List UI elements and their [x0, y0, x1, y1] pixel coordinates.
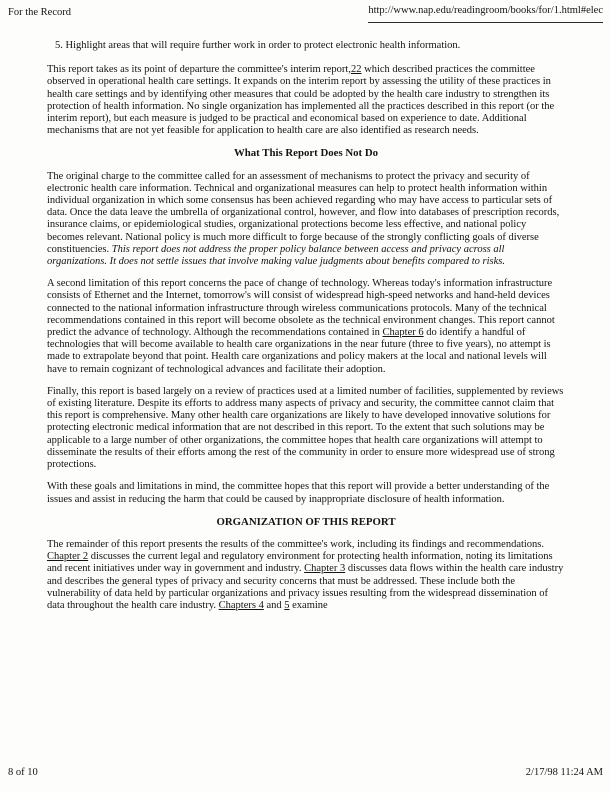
- link-chapter-5[interactable]: 5: [284, 599, 290, 611]
- paragraph-2: [47, 171, 565, 269]
- paragraph-6-text-mid3: and: [263, 599, 285, 611]
- paragraph-3-text: A second limitation of this report concerns the pace of change of technology. Whereas today's information infrastructure consists of Ethernet and the Internet, tomorrow's will consist of widespread high-speed networks and hand-held devices connected to the national information infrastructure through wireless communications protocols. Many of the technical recommendations contained in this report will become obsolete as the technical environment changes. This report cannot predict the advance of technology. Although the recommendations contained in: [47, 278, 555, 339]
- paragraph-5: [47, 481, 565, 505]
- running-title: For the Record: [8, 7, 71, 18]
- paragraph-3: [47, 278, 565, 376]
- paragraph-6-text-mid1: discusses the current legal and regulatory environment for protecting health information, noting its limitations and recent initiatives under way in government and industry.: [47, 551, 553, 575]
- link-chapter-3[interactable]: Chapter 3: [304, 563, 346, 575]
- paragraph-6-text: The remainder of this report presents the results of the committee's work, including its findings and recommendations.: [47, 538, 545, 550]
- list-item-5: [55, 40, 565, 52]
- document-body: [47, 40, 565, 622]
- heading-what-this-report-does-not-do: What This Report Does Not Do: [233, 147, 379, 160]
- paragraph-4-text: Finally, this report is based largely on a review of practices used at a limited number of facilities, supplemented by reviews of existing literature. Despite its efforts to address many aspects of privacy and security, the committee cannot claim that this report is comprehensive. Many other health care organizations are likely to have developed innovative solutions for protecting electronic medical information that are not described in this report. To the extent that such solutions may be applicable to a large number of other organizations, the committee hopes that health care organizations will attempt to disseminate the results of their efforts among the rest of the community in order to ensure more widespread use of strong protections.: [47, 385, 564, 471]
- heading-organization-of-this-report: ORGANIZATION OF THIS REPORT: [216, 515, 396, 528]
- paragraph-1-text: This report takes as its point of departure the committee's interim report,: [47, 64, 351, 76]
- paragraph-6-text-end: examine: [289, 599, 328, 611]
- paragraph-1-text-cont: which described practices the committee observed in operational health care settings. It expands on the interim report by assessing the utility of these practices in health care settings and by identifying other measures that could be adopted by the health care industry to strengthen its protection of health information. No single organization has implemented all the practices described in this report (or the interim report), but each measure is judged to be practical and economical based on experience to date. Additional mechanisms that are not yet feasible for application to health care are also identified as research needs.: [47, 64, 555, 137]
- paragraph-5-text: With these goals and limitations in mind, the committee hopes that this report will provide a better understanding of the issues and assist in reducing the harm that could be caused by inappropriate disclosure of health information.: [47, 481, 550, 505]
- footnote-link-22[interactable]: 22: [350, 64, 362, 76]
- print-timestamp: 2/17/98 11:24 AM: [525, 767, 603, 778]
- print-footer: [8, 767, 603, 778]
- paragraph-3-text-cont: do identify a handful of technologies that will become available to health care organizations in the near future (three to five years), no attempt is made to extrapolate beyond that point. Health care organizations and policy makers at the local and national levels will have to remain cognizant of technological advances and facilitate their adoption.: [47, 327, 551, 375]
- page-number: 8 of 10: [8, 767, 38, 778]
- paragraph-1: [47, 64, 565, 137]
- paragraph-2-text: The original charge to the committee called for an assessment of mechanisms to protect the privacy and security of electronic health care information. Technical and organizational measures can help to protect health information within individual organization in which some consensus has been achieved regarding who may have access to particular sets of data. Once the data leave the umbrella of organizational control, however, and flow into databases of prescription records, insurance claims, or epidemiological studies, organizational protections become less effective, and national policy becomes relevant. National policy is much more difficult to forge because of the strongly conflicting goals of diverse constituencies.: [47, 170, 560, 255]
- source-url: http://www.nap.edu/readingroom/books/for/1.html#elec: [368, 5, 603, 23]
- link-chapter-2[interactable]: Chapter 2: [47, 551, 89, 563]
- link-chapters-4[interactable]: Chapters 4: [218, 599, 264, 611]
- link-chapter-6[interactable]: Chapter 6: [382, 327, 424, 339]
- paragraph-6-text-mid2: discusses data flows within the health care industry and describes the general types of privacy and security concerns that must be addressed. These include both the vulnerability of data held by particular organizations and privacy issues resulting from the widespread dissemination of data throughout the health care industry.: [47, 563, 564, 611]
- paragraph-6: [47, 539, 565, 612]
- paragraph-2-italic-text: This report does not address the proper policy balance between access and privacy across all organizations. It does not settle issues that involve making value judgments about benefits compared to risks.: [47, 243, 505, 268]
- print-header: [8, 5, 603, 23]
- paragraph-4: [47, 386, 565, 471]
- list-item-5-text: 5. Highlight areas that will require further work in order to protect electronic health information.: [55, 40, 461, 51]
